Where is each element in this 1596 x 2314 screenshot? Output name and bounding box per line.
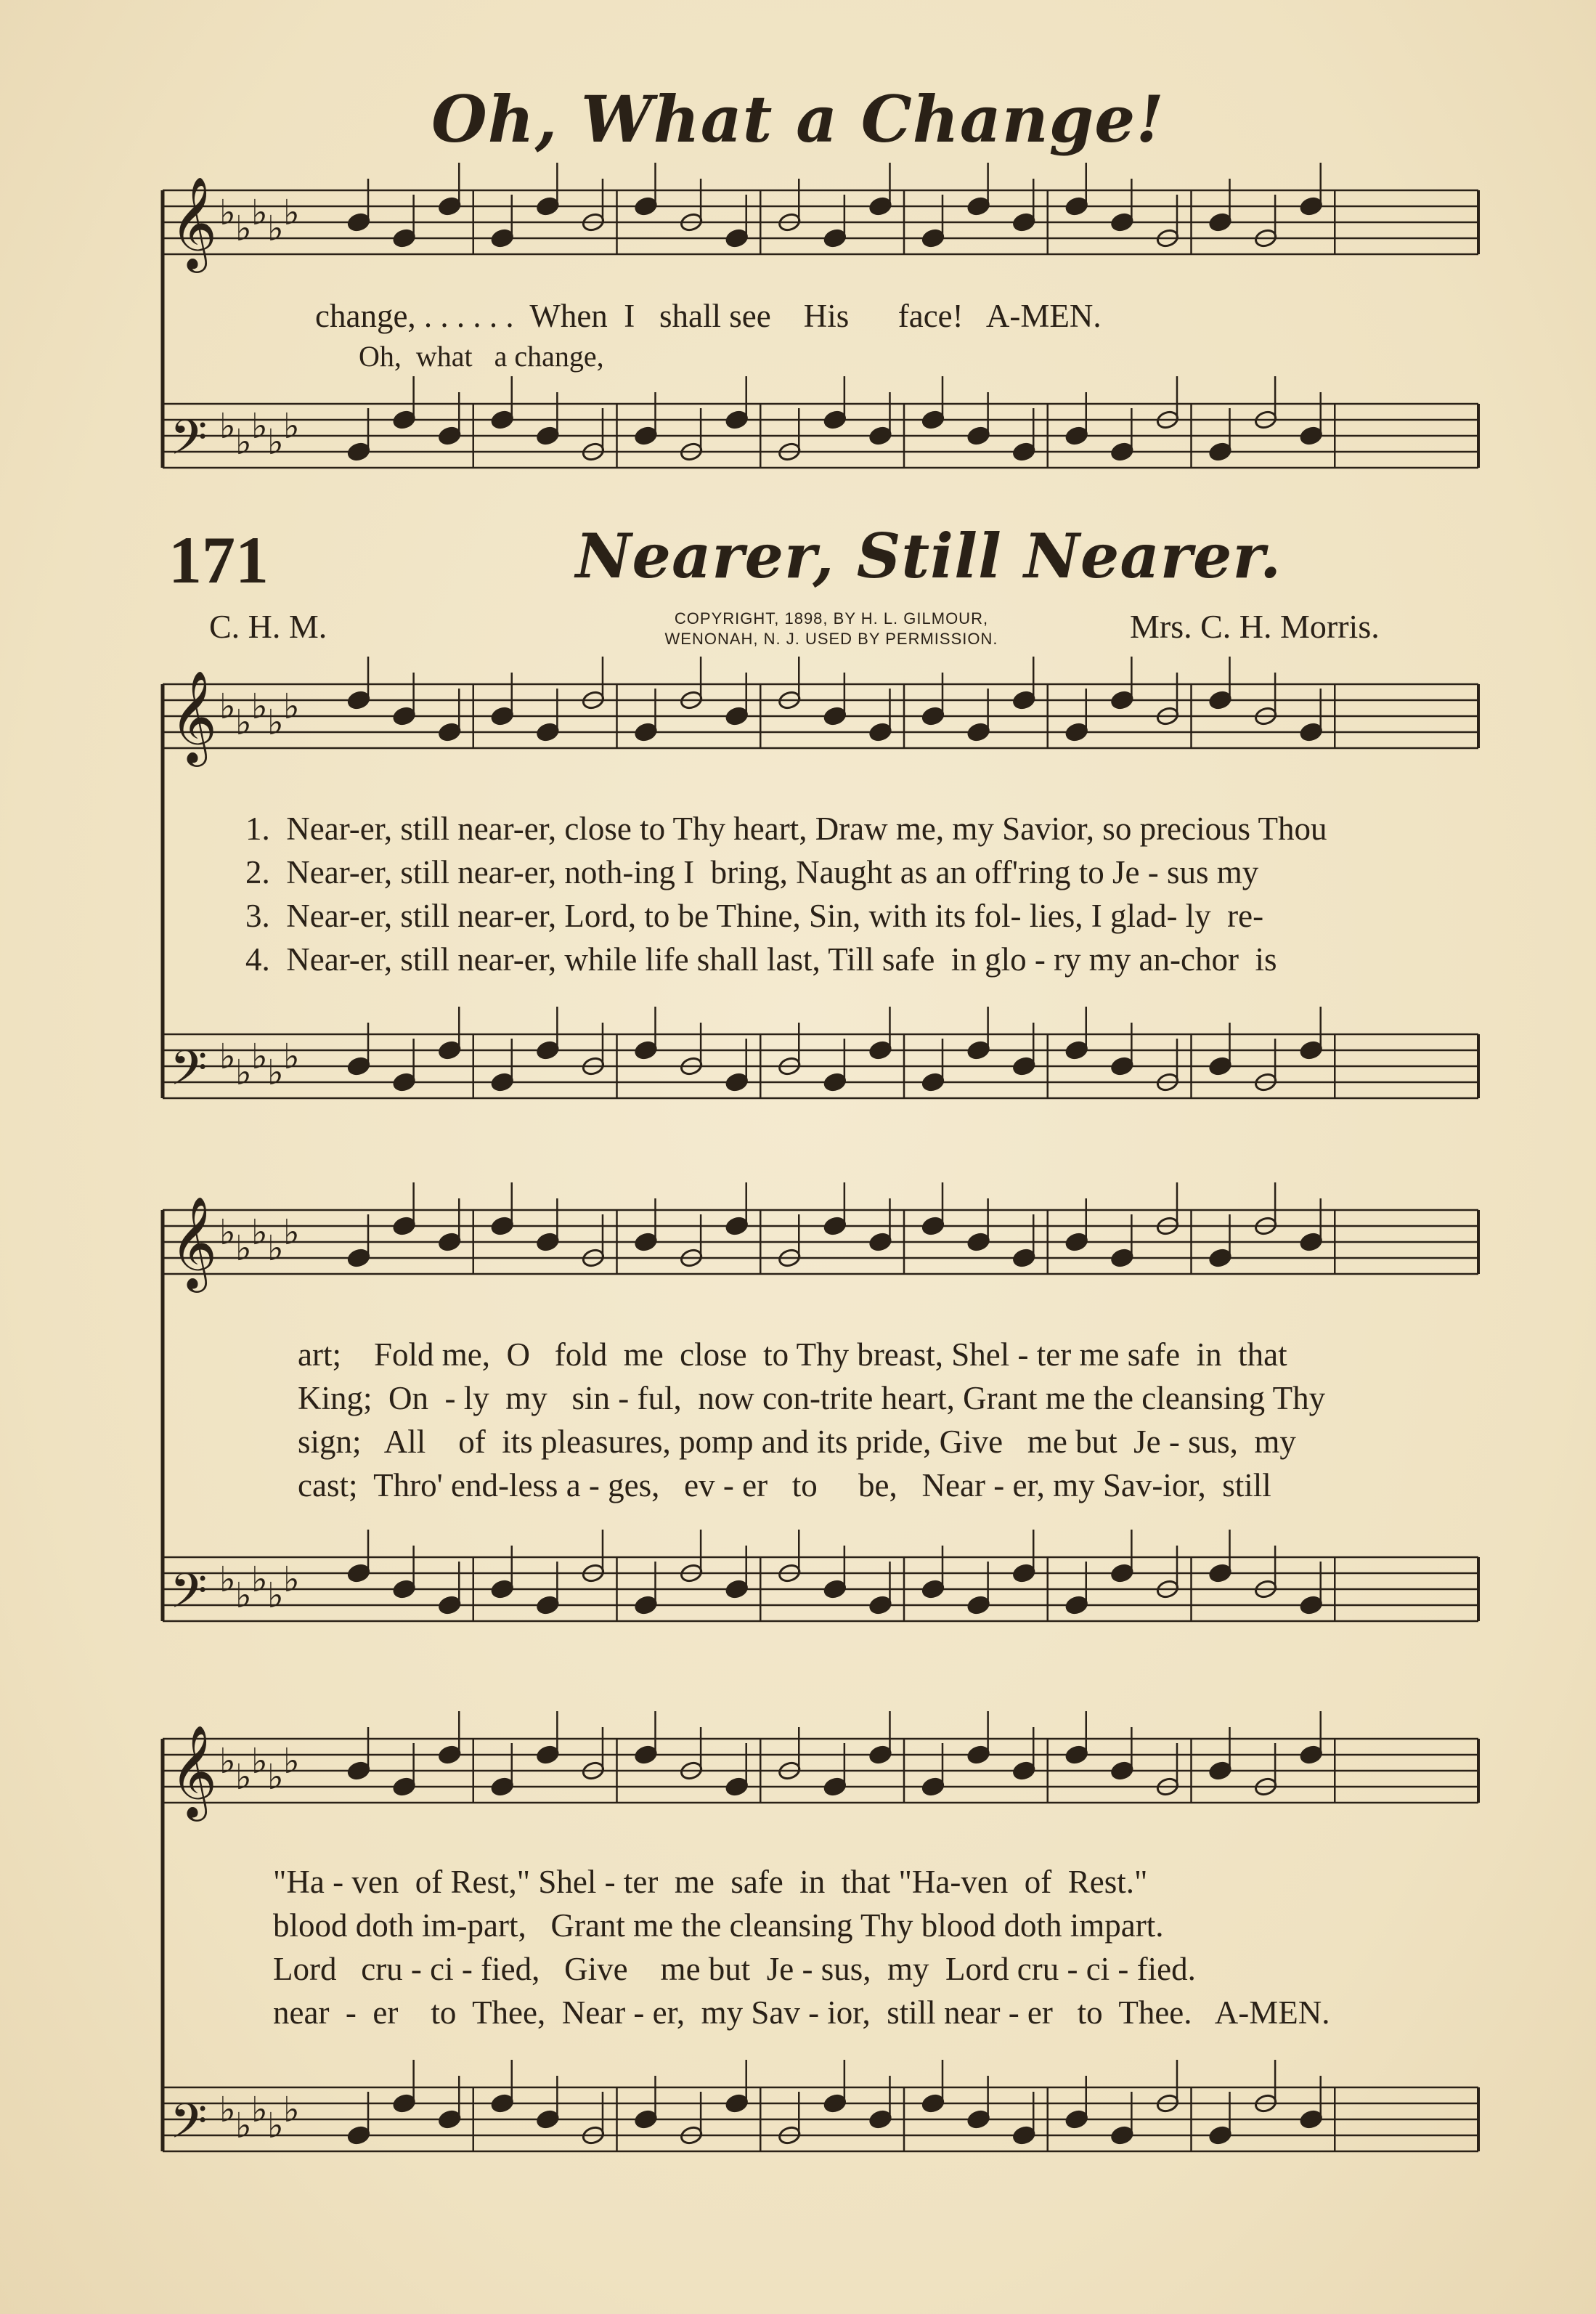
flat-icon: ♭: [219, 1559, 236, 1600]
note-head: [392, 1072, 416, 1092]
note-head: [921, 1216, 945, 1236]
flat-icon: ♭: [251, 1212, 268, 1253]
note-head: [490, 2093, 514, 2114]
author: Mrs. C. H. Morris.: [1130, 608, 1380, 645]
flat-icon: ♭: [267, 702, 284, 743]
note-head: [823, 1072, 847, 1092]
verse-3-line-2: sign; All of its pleasures, pomp and its pride, Give me but Je - sus, my: [298, 1424, 1296, 1460]
note-head: [634, 1595, 658, 1615]
flat-icon: ♭: [251, 406, 268, 447]
treble-clef-icon: 𝄞: [170, 670, 218, 763]
note-head: [1110, 1761, 1134, 1781]
note-head: [725, 1216, 749, 1236]
note-head: [536, 2109, 560, 2130]
note-head: [921, 228, 945, 248]
note-head: [966, 1745, 990, 1765]
note-head: [921, 1579, 945, 1599]
note-head: [725, 706, 749, 726]
note-head: [868, 1595, 892, 1615]
flat-icon: ♭: [219, 406, 236, 447]
note-head: [823, 410, 847, 430]
note-head: [966, 426, 990, 446]
flat-icon: ♭: [283, 1559, 300, 1600]
note-head: [966, 1040, 990, 1060]
flat-icon: ♭: [251, 2090, 268, 2130]
note-head: [536, 1745, 560, 1765]
verse-4-line-3: near - er to Thee, Near - er, my Sav - ior, still near - er to Thee. A-MEN.: [273, 1994, 1330, 2031]
note-head: [1208, 442, 1232, 462]
flat-icon: ♭: [219, 1212, 236, 1253]
note-head: [392, 706, 416, 726]
note-head: [966, 2109, 990, 2130]
flat-icon: ♭: [283, 1741, 300, 1782]
note-head: [346, 690, 370, 710]
note-head: [536, 722, 560, 742]
flat-icon: ♭: [283, 1036, 300, 1077]
note-head: [823, 2093, 847, 2114]
note-head: [490, 1579, 514, 1599]
flat-icon: ♭: [235, 1757, 252, 1798]
note-head: [1012, 1056, 1036, 1076]
bass-clef-icon: 𝄢: [170, 1563, 208, 1631]
note-head: [346, 2125, 370, 2145]
note-head: [1299, 426, 1323, 446]
flat-icon: ♭: [219, 686, 236, 727]
note-head: [823, 228, 847, 248]
flat-icon: ♭: [251, 1741, 268, 1782]
note-head: [1299, 1232, 1323, 1252]
note-head: [868, 722, 892, 742]
flat-icon: ♭: [235, 1052, 252, 1093]
note-head: [438, 196, 462, 216]
verse-4-line-2: cast; Thro' end-less a - ges, ev - er to be, Near - er, my Sav-ior, still: [298, 1467, 1271, 1503]
bass-clef-icon: 𝄢: [170, 410, 208, 477]
note-head: [536, 1040, 560, 1060]
note-head: [1064, 1745, 1088, 1765]
note-head: [1064, 1040, 1088, 1060]
note-head: [1208, 1761, 1232, 1781]
note-head: [1110, 212, 1134, 232]
flat-icon: ♭: [283, 2090, 300, 2130]
note-head: [966, 1232, 990, 1252]
note-head: [634, 1232, 658, 1252]
verse-1-line-3: "Ha - ven of Rest," Shel - ter me safe in that "Ha-ven of Rest.": [273, 1864, 1148, 1900]
flat-icon: ♭: [283, 406, 300, 447]
note-head: [1012, 1563, 1036, 1583]
note-head: [725, 410, 749, 430]
note-head: [634, 1040, 658, 1060]
copyright-notice: [595, 609, 1067, 649]
note-head: [490, 410, 514, 430]
note-head: [1299, 722, 1323, 742]
note-head: [1064, 426, 1088, 446]
flat-icon: ♭: [267, 1575, 284, 1616]
note-head: [634, 722, 658, 742]
note-head: [966, 196, 990, 216]
flat-icon: ♭: [283, 686, 300, 727]
note-head: [1208, 212, 1232, 232]
note-head: [966, 1595, 990, 1615]
flat-icon: ♭: [267, 1757, 284, 1798]
note-head: [536, 196, 560, 216]
treble-clef-icon: 𝄞: [170, 1195, 218, 1288]
note-head: [725, 1072, 749, 1092]
note-head: [536, 426, 560, 446]
top-hymn-echo-lyric: Oh, what a change,: [359, 340, 604, 373]
note-head: [346, 212, 370, 232]
note-head: [725, 2093, 749, 2114]
note-head: [438, 1232, 462, 1252]
flat-icon: ♭: [267, 1228, 284, 1269]
note-head: [1064, 2109, 1088, 2130]
note-head: [921, 1777, 945, 1797]
note-head: [1110, 1563, 1134, 1583]
flat-icon: ♭: [219, 1741, 236, 1782]
bass-clef-icon: 𝄢: [170, 2093, 208, 2161]
verse-2-line-2: King; On - ly my sin - ful, now con-trite heart, Grant me the cleansing Thy: [298, 1380, 1326, 1416]
note-head: [346, 442, 370, 462]
treble-clef-icon: 𝄞: [170, 1724, 218, 1817]
note-head: [868, 1232, 892, 1252]
flat-icon: ♭: [283, 1212, 300, 1253]
flat-icon: ♭: [235, 1575, 252, 1616]
note-head: [1012, 690, 1036, 710]
note-head: [1208, 690, 1232, 710]
copyright-line-1: COPYRIGHT, 1898, BY H. L. GILMOUR,: [674, 609, 989, 628]
hymn-title: Nearer, Still Nearer.: [575, 520, 1282, 592]
note-head: [868, 1745, 892, 1765]
flat-icon: ♭: [267, 422, 284, 463]
note-head: [438, 1595, 462, 1615]
note-head: [392, 1777, 416, 1797]
flat-icon: ♭: [251, 1559, 268, 1600]
note-head: [1012, 442, 1036, 462]
note-head: [1012, 1761, 1036, 1781]
note-head: [1299, 1595, 1323, 1615]
verse-2-line-3: blood doth im-part, Grant me the cleansing Thy blood doth impart.: [273, 1907, 1164, 1944]
verse-3-line-3: Lord cru - ci - fied, Give me but Je - sus, my Lord cru - ci - fied.: [273, 1951, 1196, 1987]
verse-1-line-1: 1. Near-er, still near-er, close to Thy heart, Draw me, my Savior, so precious Thou: [245, 811, 1327, 847]
note-head: [868, 2109, 892, 2130]
flat-icon: ♭: [283, 192, 300, 233]
note-head: [634, 426, 658, 446]
note-head: [823, 1579, 847, 1599]
flat-icon: ♭: [235, 1228, 252, 1269]
note-head: [490, 228, 514, 248]
note-head: [438, 1040, 462, 1060]
note-head: [1012, 1248, 1036, 1268]
flat-icon: ♭: [235, 208, 252, 249]
hymn-number: 171: [168, 523, 269, 597]
treble-clef-icon: 𝄞: [170, 176, 218, 269]
copyright-line-2: WENONAH, N. J. USED BY PERMISSION.: [664, 630, 998, 648]
flat-icon: ♭: [267, 208, 284, 249]
note-head: [1110, 442, 1134, 462]
note-head: [438, 1745, 462, 1765]
note-head: [823, 1777, 847, 1797]
note-head: [1299, 196, 1323, 216]
note-head: [392, 1579, 416, 1599]
flat-icon: ♭: [251, 686, 268, 727]
verse-4-line-1: 4. Near-er, still near-er, while life shall last, Till safe in glo - ry my an-chor is: [245, 941, 1277, 978]
note-head: [346, 1056, 370, 1076]
note-head: [1299, 1040, 1323, 1060]
verse-1-line-2: art; Fold me, O fold me close to Thy breast, Shel - ter me safe in that: [298, 1336, 1287, 1373]
composer-initials: C. H. M.: [209, 608, 327, 645]
note-head: [1110, 1248, 1134, 1268]
flat-icon: ♭: [235, 702, 252, 743]
note-head: [921, 1072, 945, 1092]
note-head: [1110, 1056, 1134, 1076]
note-head: [1299, 2109, 1323, 2130]
note-head: [1064, 1595, 1088, 1615]
top-hymn-lyric: change, . . . . . . When I shall see His face! A-MEN.: [315, 298, 1102, 334]
note-head: [536, 1595, 560, 1615]
flat-icon: ♭: [235, 2106, 252, 2146]
note-head: [1012, 2125, 1036, 2145]
staff-lines: [163, 190, 1478, 2151]
note-head: [823, 706, 847, 726]
note-head: [392, 410, 416, 430]
note-head: [1208, 1563, 1232, 1583]
note-head: [490, 1072, 514, 1092]
note-head: [921, 410, 945, 430]
note-head: [966, 722, 990, 742]
note-head: [392, 228, 416, 248]
note-head: [1299, 1745, 1323, 1765]
flat-icon: ♭: [251, 192, 268, 233]
note-head: [1110, 2125, 1134, 2145]
flat-icon: ♭: [235, 422, 252, 463]
note-head: [1064, 196, 1088, 216]
note-head: [634, 1745, 658, 1765]
note-head: [921, 706, 945, 726]
note-head: [392, 1216, 416, 1236]
note-head: [1012, 212, 1036, 232]
note-head: [1110, 690, 1134, 710]
note-head: [921, 2093, 945, 2114]
note-head: [868, 196, 892, 216]
note-head: [1208, 1056, 1232, 1076]
note-head: [438, 722, 462, 742]
top-hymn-title: Oh, What a Change!: [431, 81, 1165, 157]
bass-clef-icon: 𝄢: [170, 1040, 208, 1108]
note-head: [438, 2109, 462, 2130]
note-head: [823, 1216, 847, 1236]
note-head: [868, 426, 892, 446]
note-head: [634, 196, 658, 216]
note-head: [490, 1777, 514, 1797]
flat-icon: ♭: [267, 2106, 284, 2146]
note-head: [1208, 1248, 1232, 1268]
note-head: [490, 1216, 514, 1236]
note-head: [634, 2109, 658, 2130]
note-head: [346, 1563, 370, 1583]
note-head: [725, 1579, 749, 1599]
note-head: [346, 1248, 370, 1268]
flat-icon: ♭: [219, 192, 236, 233]
flat-icon: ♭: [219, 2090, 236, 2130]
note-head: [438, 426, 462, 446]
note-head: [346, 1761, 370, 1781]
note-head: [536, 1232, 560, 1252]
flat-icon: ♭: [267, 1052, 284, 1093]
verse-3-line-1: 3. Near-er, still near-er, Lord, to be Thine, Sin, with its fol- lies, I glad- ly re-: [245, 898, 1264, 934]
note-head: [490, 706, 514, 726]
note-head: [392, 2093, 416, 2114]
flat-icon: ♭: [251, 1036, 268, 1077]
note-head: [1064, 722, 1088, 742]
note-head: [868, 1040, 892, 1060]
note-head: [1208, 2125, 1232, 2145]
note-head: [725, 228, 749, 248]
flat-icon: ♭: [219, 1036, 236, 1077]
note-head: [1064, 1232, 1088, 1252]
verse-2-line-1: 2. Near-er, still near-er, noth-ing I bring, Naught as an off'ring to Je - sus my: [245, 854, 1259, 890]
note-head: [725, 1777, 749, 1797]
